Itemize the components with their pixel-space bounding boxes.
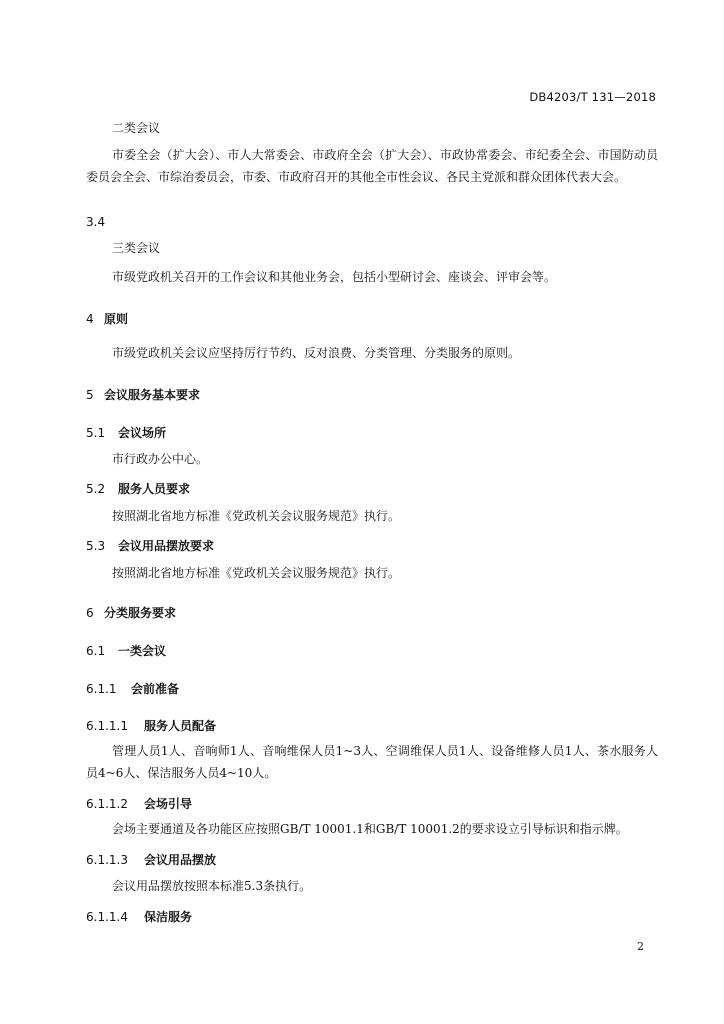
section-5-title: 会议服务基本要求 [104,388,201,402]
section-6-1-title: 一类会议 [118,644,167,658]
section-5-2-text: 按照湖北省地方标准《党政机关会议服务规范》执行。 [112,509,401,523]
section-6-1-1-2-heading [86,793,192,812]
section-5-1-text: 市行政办公中心。 [112,452,209,466]
class2-text: 市委全会（扩大会）、市人大常委会、市政府全会（扩大会）、市政协常委会、市纪委全会、市国防动员委员会全会、市综治委员会，市委、市政府召开的其他全市性会议、各民主党派和群众团体代表大会。 [86,148,658,184]
page-number: 2 [637,940,644,953]
section-6-1-1-title: 会前准备 [131,682,180,696]
section-6-1-1-1-title: 服务人员配备 [144,719,217,733]
section-6-1-number: 6.1 [86,644,106,658]
section-6-1-1-1-heading [86,715,216,734]
section-6-1-1-2-number: 6.1.1.2 [86,797,128,811]
section-6-1-1-number: 6.1.1 [86,682,117,696]
section-5-number: 5 [86,388,94,402]
section-6-1-1-3-text: 会议用品摆放按照本标准5.3条执行。 [112,879,312,893]
section-6-1-1-4-title: 保洁服务 [144,910,193,924]
section-5-3-text: 按照湖北省地方标准《党政机关会议服务规范》执行。 [112,566,401,580]
section-5-heading [86,384,200,403]
section-5-1-heading [86,422,166,441]
document-id: DB4203/T 131—2018 [529,90,656,104]
section-4-text: 市级党政机关会议应坚持厉行节约、反对浪费、分类管理、分类服务的原则。 [112,346,521,360]
section-5-3-heading [86,535,214,554]
section-5-3-number: 5.3 [86,539,106,553]
class2-title: 二类会议 [112,121,161,135]
section-3-4-number: 3.4 [86,215,106,229]
section-6-title: 分类服务要求 [104,606,177,620]
section-6-1-heading [86,640,166,659]
section-6-1-1-1-number: 6.1.1.1 [86,719,128,733]
section-4-heading [86,308,128,327]
section-4-title: 原则 [104,312,129,326]
section-5-2-number: 5.2 [86,482,106,496]
section-5-1-title: 会议场所 [118,426,167,440]
section-6-1-1-4-heading [86,906,192,925]
class3-title: 三类会议 [112,241,161,255]
section-5-2-heading [86,478,190,497]
section-6-1-1-1-text: 管理人员1人、音响师1人、音响维保人员1~3人、空调维保人员1人、设备维修人员1人、茶水服务人员4~6人、保洁服务人员4~10人。 [86,744,658,780]
section-6-1-1-3-heading [86,849,216,868]
class3-text: 市级党政机关召开的工作会议和其他业务会，包括小型研讨会、座谈会、评审会等。 [112,270,557,284]
section-6-1-1-3-title: 会议用品摆放 [144,853,217,867]
section-6-1-1-2-text: 会场主要通道及各功能区应按照GB/T 10001.1和GB/T 10001.2的要求设立引导标识和指示牌。 [112,822,628,836]
section-5-2-title: 服务人员要求 [118,482,191,496]
section-5-1-number: 5.1 [86,426,106,440]
section-6-number: 6 [86,606,94,620]
section-6-1-1-2-title: 会场引导 [144,797,193,811]
section-4-number: 4 [86,312,94,326]
section-5-3-title: 会议用品摆放要求 [118,539,215,553]
section-6-1-1-heading [86,678,179,697]
section-6-heading [86,602,176,621]
section-6-1-1-3-number: 6.1.1.3 [86,853,128,867]
section-6-1-1-4-number: 6.1.1.4 [86,910,128,924]
